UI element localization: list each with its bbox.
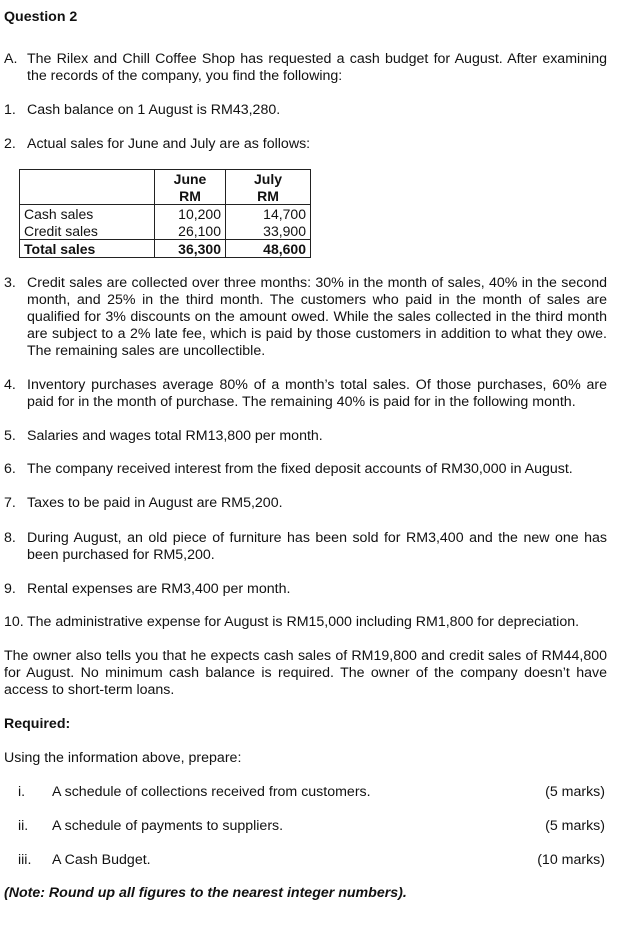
- task-roman: iii.: [18, 852, 32, 868]
- item-text: Credit sales are collected over three months: 30% in the month of sales, 40% in the second month, and 25% in the third month. The customers who paid in the month of sales are qualified for 3% discounts on the amount owed. While the sales collected in the third month are subject to a 2% late fee, which is paid by those customers in addition to what they owe. The remaining sales are uncollectible.: [27, 275, 607, 359]
- row-label: Credit sales: [20, 222, 155, 240]
- column-header-june: June: [155, 170, 226, 188]
- item-number: 2.: [4, 136, 16, 152]
- item-text: Taxes to be paid in August are RM5,200.: [27, 495, 283, 511]
- item-text: Inventory purchases average 80% of a month’s total sales. Of those purchases, 60% are paid for in the month of purchase. The remaining 40% is paid for in the following month.: [27, 377, 607, 410]
- item-text: During August, an old piece of furniture has been sold for RM3,400 and the new one has been purchased for RM5,200.: [27, 530, 607, 563]
- item-number: 6.: [4, 461, 16, 477]
- item-number: 8.: [4, 530, 16, 546]
- table-row: [20, 240, 311, 258]
- rounding-note: (Note: Round up all figures to the nearest integer numbers).: [4, 885, 407, 901]
- item-number: 3.: [4, 275, 16, 291]
- item-text: The administrative expense for August is RM15,000 including RM1,800 for depreciation.: [27, 614, 580, 630]
- cell-july: 48,600: [226, 240, 311, 258]
- item-text: Salaries and wages total RM13,800 per month.: [27, 428, 323, 444]
- unit-june: RM: [155, 187, 226, 205]
- task-marks: (5 marks): [545, 818, 605, 834]
- sales-table: [19, 169, 311, 258]
- row-label: Total sales: [20, 240, 155, 258]
- table-row: [20, 205, 311, 223]
- item-text: Actual sales for June and July are as follows:: [27, 136, 311, 152]
- cell-june: 10,200: [155, 205, 226, 223]
- part-a-label: A.: [4, 51, 18, 67]
- required-intro: Using the information above, prepare:: [4, 750, 242, 766]
- required-title: Required:: [4, 716, 71, 732]
- task-text: A Cash Budget.: [52, 852, 151, 868]
- cell-june: 36,300: [155, 240, 226, 258]
- item-number: 9.: [4, 581, 16, 597]
- cell-june: 26,100: [155, 222, 226, 240]
- task-roman: ii.: [18, 818, 29, 834]
- task-text: A schedule of payments to suppliers.: [52, 818, 284, 834]
- task-marks: (5 marks): [545, 784, 605, 800]
- cell-july: 14,700: [226, 205, 311, 223]
- task-text: A schedule of collections received from customers.: [52, 784, 371, 800]
- item-text: Cash balance on 1 August is RM43,280.: [27, 102, 281, 118]
- owner-note: The owner also tells you that he expects cash sales of RM19,800 and credit sales of RM44,800 for August. No minimum cash balance is required. The owner of the company doesn’t have access to short-term loans.: [4, 648, 607, 698]
- table-corner: [20, 170, 155, 188]
- item-number: 10.: [4, 614, 24, 630]
- task-marks: (10 marks): [537, 852, 605, 868]
- row-label: Cash sales: [20, 205, 155, 223]
- table-corner: [20, 187, 155, 205]
- item-text: Rental expenses are RM3,400 per month.: [27, 581, 291, 597]
- question-heading: Question 2: [4, 9, 78, 25]
- column-header-july: July: [226, 170, 311, 188]
- task-roman: i.: [18, 784, 26, 800]
- table-row: [20, 222, 311, 240]
- item-text: The company received interest from the fixed deposit accounts of RM30,000 in August.: [27, 461, 573, 477]
- cell-july: 33,900: [226, 222, 311, 240]
- item-number: 5.: [4, 428, 16, 444]
- unit-july: RM: [226, 187, 311, 205]
- item-number: 7.: [4, 495, 16, 511]
- part-a-text: The Rilex and Chill Coffee Shop has requested a cash budget for August. After examining the records of the company, you find the following:: [27, 51, 607, 84]
- item-number: 4.: [4, 377, 16, 393]
- item-number: 1.: [4, 102, 16, 118]
